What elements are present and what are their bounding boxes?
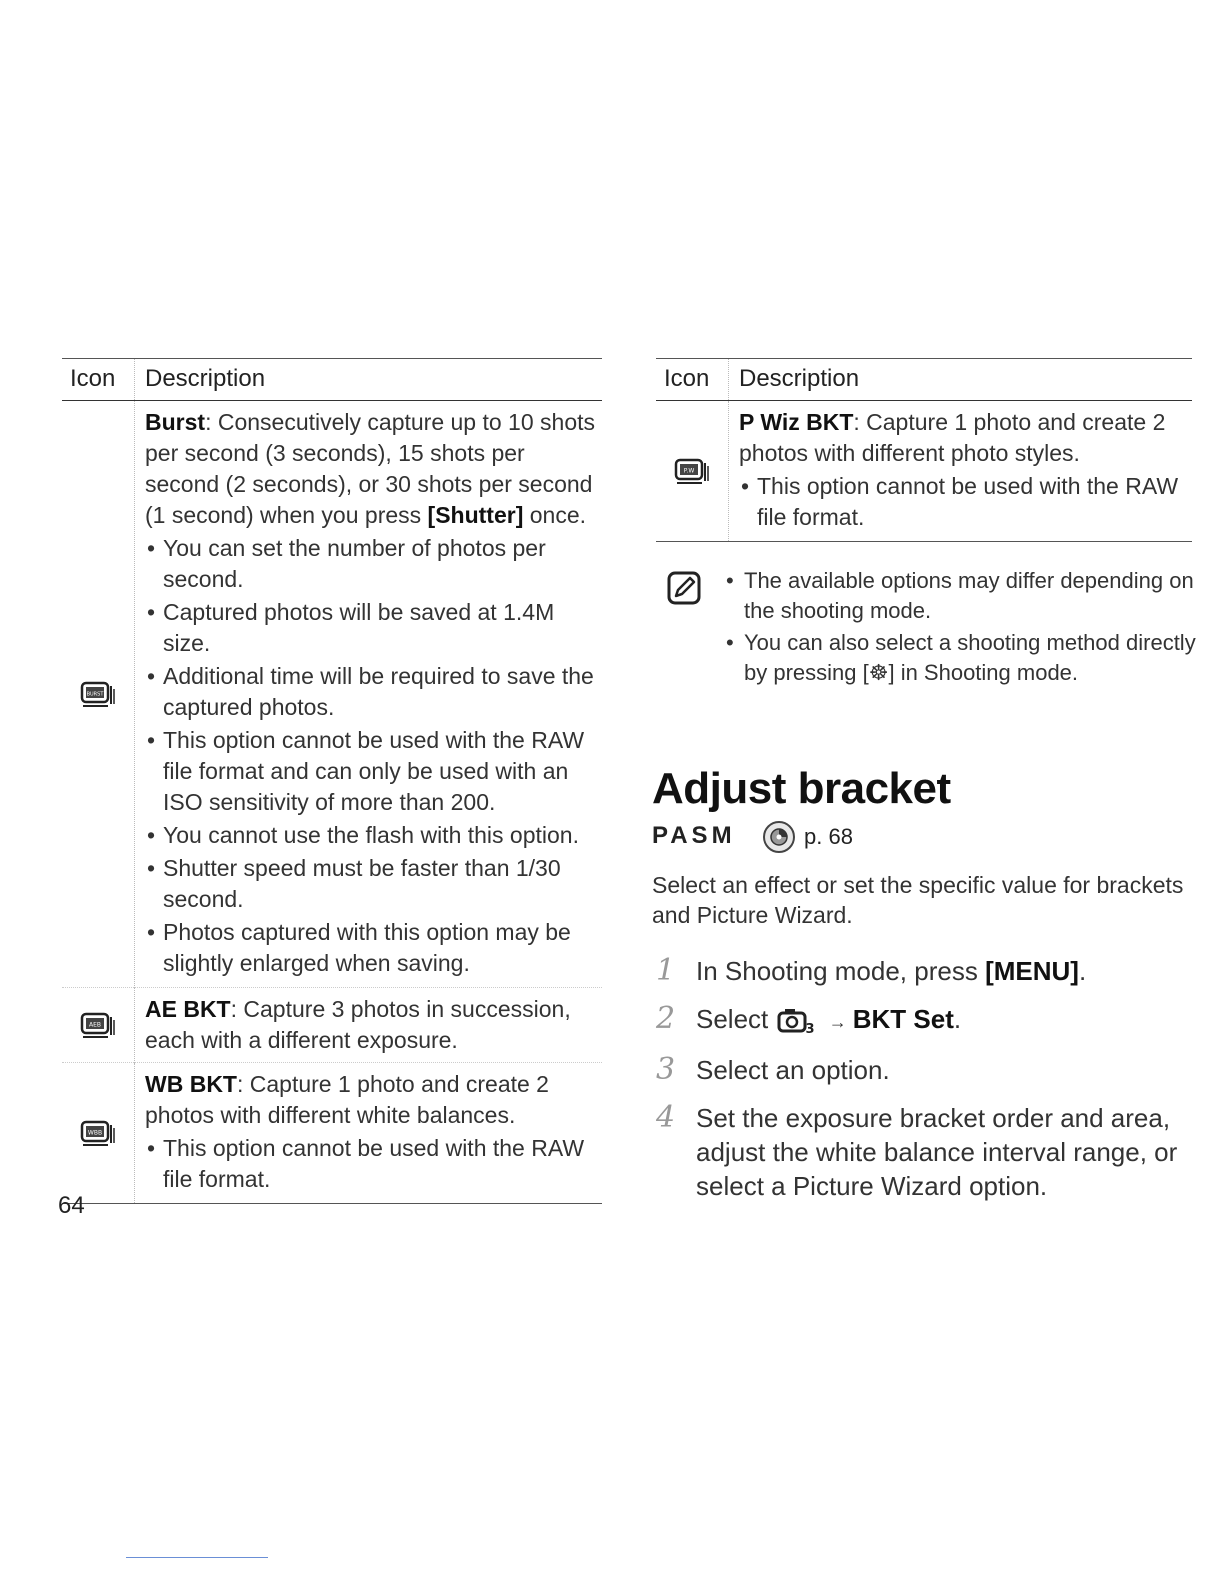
option-title: WB BKT: [145, 1071, 237, 1097]
page-reference-text: p. 68: [804, 824, 853, 849]
ae-bkt-icon: [80, 1011, 116, 1041]
right-column: [656, 358, 1192, 542]
step-number: 4: [656, 1100, 676, 1135]
list-item: • This option cannot be used with the RAW file format.: [145, 1133, 602, 1195]
table-row: [62, 1063, 602, 1204]
section-title: Adjust bracket: [652, 764, 951, 813]
step-number: 2: [656, 1001, 676, 1036]
burst-description: Burst: Consecutively capture up to 10 shots per second (3 seconds), 15 shots per second (2 seconds), or 30 shots per second (1 second) when you press [Shutter] once.: [145, 409, 596, 528]
list-item: • Additional time will be required to save the captured photos.: [145, 661, 602, 723]
list-item: • This option cannot be used with the RAW file format and can only be used with an ISO sensitivity of more than 200.: [145, 725, 602, 818]
wb-bkt-notes-list: [145, 1133, 602, 1195]
list-item: • The available options may differ depending on the shooting mode.: [726, 566, 1196, 626]
menu-key: [MENU]: [985, 956, 1079, 986]
arrow-icon: →: [828, 1012, 847, 1032]
list-item: • You can set the number of photos per second.: [145, 533, 602, 595]
p-wiz-bkt-notes-list: [739, 471, 1192, 533]
list-item: • Captured photos will be saved at 1.4M size.: [145, 597, 602, 659]
drive-mode-table-right: [656, 358, 1192, 542]
burst-notes-list: [145, 533, 602, 979]
description-column-header: Description: [729, 359, 1193, 401]
section-intro: Select an effect or set the specific value for brackets and Picture Wizard.: [652, 872, 1184, 928]
step-number: 3: [656, 1052, 676, 1087]
shutter-key: [Shutter]: [427, 502, 524, 528]
step-item: 3 Select an option.: [656, 1052, 890, 1087]
svg-text:AEB: AEB: [88, 1021, 102, 1029]
table-row: [62, 401, 602, 988]
table-header-row: [62, 359, 602, 401]
left-column: [62, 358, 602, 1204]
step-item: 4 Set the exposure bracket order and area, adjust the white balance interval range, or select a Picture Wizard option.: [656, 1100, 1178, 1201]
list-item: • You cannot use the flash with this option.: [145, 820, 602, 851]
svg-text:3: 3: [804, 1022, 815, 1037]
list-item: • Photos captured with this option may be slightly enlarged when saving.: [145, 917, 602, 979]
p-wiz-bkt-icon: [674, 457, 710, 487]
option-title: Burst: [145, 409, 206, 435]
ae-bkt-description: AE BKT: Capture 3 photos in succession, each with a different exposure.: [145, 996, 571, 1053]
burst-mode-icon: [80, 680, 116, 710]
camera-3-icon: [776, 1006, 816, 1036]
wb-bkt-icon: [80, 1119, 116, 1149]
table-header-row: [656, 359, 1192, 401]
step-item: 1 In Shooting mode, press [MENU].: [656, 953, 1087, 988]
note-box: [666, 566, 1196, 690]
svg-text:BURST: BURST: [86, 691, 104, 698]
reference-disc-icon: [762, 820, 796, 854]
option-title: P Wiz BKT: [739, 409, 854, 435]
option-title: AE BKT: [145, 996, 231, 1022]
note-pencil-icon: [666, 570, 702, 606]
wb-bkt-description: WB BKT: Capture 1 photo and create 2 photos with different white balances.: [145, 1071, 549, 1128]
shooting-method-key: [☸]: [862, 660, 895, 685]
step-number: 1: [656, 953, 676, 988]
svg-text:WBB: WBB: [87, 1129, 103, 1137]
steps-list: [652, 954, 1202, 1217]
table-row: [62, 988, 602, 1063]
list-item: • This option cannot be used with the RAW file format.: [739, 471, 1192, 533]
step-item: 2 Select 3 → BKT Set.: [656, 1001, 962, 1037]
page-number: 64: [58, 1192, 85, 1219]
shooting-modes: PASM: [652, 822, 736, 849]
table-row: [656, 401, 1192, 542]
bkt-set-label: BKT Set: [852, 1004, 954, 1034]
description-column-header: Description: [135, 359, 603, 401]
svg-text:P.W: P.W: [683, 467, 695, 475]
drive-mode-table-left: [62, 358, 602, 1204]
icon-column-header: Icon: [70, 365, 116, 392]
bottom-rule: [126, 1557, 268, 1558]
list-item: • Shutter speed must be faster than 1/30 second.: [145, 853, 602, 915]
p-wiz-bkt-description: P Wiz BKT: Capture 1 photo and create 2 photos with different photo styles.: [739, 409, 1166, 466]
list-item: • You can also select a shooting method directly by pressing [☸] in Shooting mode.: [726, 628, 1196, 688]
page-reference: [762, 820, 853, 854]
icon-column-header: Icon: [664, 365, 710, 392]
note-list: [726, 566, 1196, 688]
